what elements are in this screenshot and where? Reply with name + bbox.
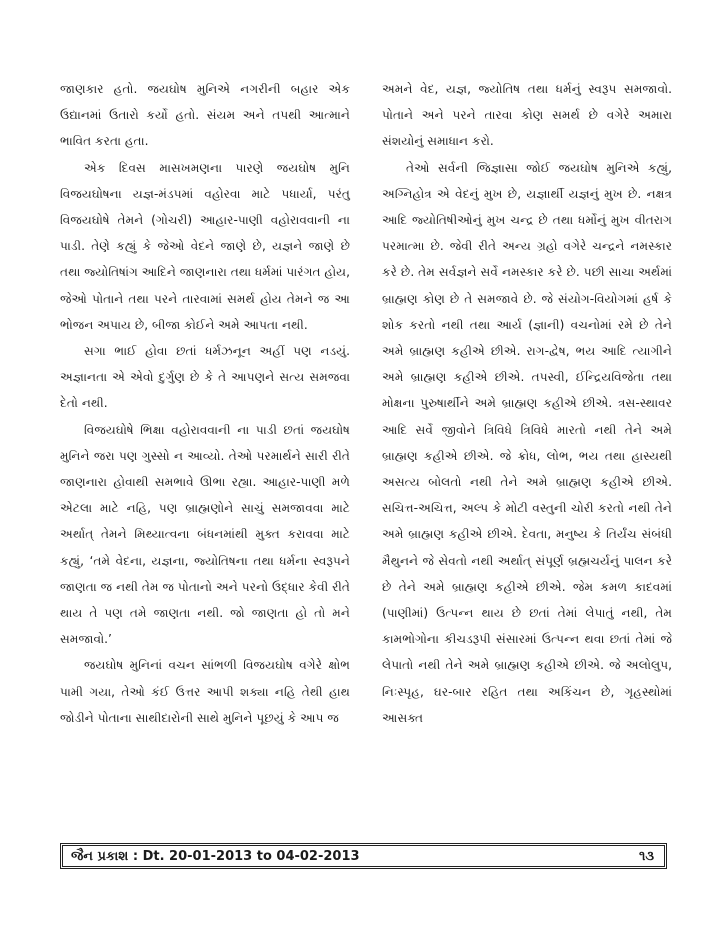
page-footer: [60, 843, 667, 869]
right-column: [382, 76, 672, 731]
paragraph: એક દિવસ માસખમણના પારણે જયઘોષ મુનિ વિજયઘોષના યજ્ઞ-મંડપમાં વહોરવા માટે પધાર્યા, પરંતુ વિજયઘોષે તેમને (ગોચરી) આહાર-પાણી વહોરાવવાની ના પાડી. તેણે કહ્યું કે જેઓ વેદને જાણે છે, યજ્ઞને જાણે છે તથા જ્યોતિષાંગ આદિને જાણનારા તથા ધર્મમાં પારંગત હોય, જેઓ પોતાને તથા પરને તારવામાં સમર્થ હોય તેમને જ આ ભોજન અપાય છે, બીજા કોઈને અમે આપતા નથી.: [60, 160, 350, 332]
paragraph: અમને વેદ, યજ્ઞ, જ્યોતિષ તથા ધર્મનું સ્વરૂપ સમજાવો. પોતાને અને પરને તારવા કોણ સમર્થ છે વગેરે અમારા સંશયોનું સમાધાન કરો.: [382, 82, 672, 149]
paragraph: સગા ભાઈ હોવા છતાં ધર્મઝનૂન અહીં પણ નડયું. અજ્ઞાનતા એ એવો દુર્ગુણ છે કે તે આપણને સત્ય સમજવા દેતો નથી.: [60, 344, 350, 411]
paragraph: જાણકાર હતો. જયઘોષ મુનિએ નગરીની બહાર એક ઉદ્યાનમાં ઉતારો કર્યો હતો. સંયમ અને તપથી આત્માને ભાવિત કરતા હતા.: [60, 82, 350, 149]
paragraph: જયઘોષ મુનિનાં વચન સાંભળી વિજયઘોષ વગેરે ક્ષોભ પામી ગયા, તેઓ કંઈ ઉત્તર આપી શક્યા નહિ તેથી હાથ જોડીને પોતાના સાથીદારોની સાથે મુનિને પૂછયું કે આપ જ: [60, 658, 350, 725]
paragraph: વિજયઘોષે ભિક્ષા વહોરાવવાની ના પાડી છતાં જયઘોષ મુનિને જરા પણ ગુસ્સો ન આવ્યો. તેઓ પરમાર્થને સારી રીતે જાણનારા હોવાથી સમભાવે ઊભા રહ્યા. આહાર-પાણી મળે એટલા માટે નહિ, પણ બ્રાહ્મણોને સાચું સમજાવવા માટે અર્થાત્ તેમને મિથ્યાત્વના બંધનમાંથી મુક્ત કરાવવા માટે કહ્યું, ‘તમે વેદના, યજ્ઞના, જ્યોતિષના તથા ધર્મના સ્વરૂપને જાણતા જ નથી તેમ જ પોતાનો અને પરનો ઉદ્ધાર કેવી રીતે થાય તે પણ તમે જાણતા નથી. જો જાણતા હો તો મને સમજાવો.’: [60, 422, 350, 647]
publication-info: જૈન પ્રકાશ : Dt. 20-01-2013 to 04-02-2013: [71, 849, 360, 864]
article-columns: [60, 76, 672, 836]
paragraph: તેઓ સર્વની જિજ્ઞાસા જોઈ જયઘોષ મુનિએ કહ્યું, અગ્નિહોત્ર એ વેદનું મુખ છે, યજ્ઞાર્થી યજ્ઞનું મુખ છે. નક્ષત્ર આદિ જ્યોતિષીઓનું મુખ ચન્દ્ર છે તથા ધર્મોનું મુખ વીતરાગ પરમાત્મા છે. જેવી રીતે અન્ય ગ્રહો વગેરે ચન્દ્રને નમસ્કાર કરે છે. તેમ સર્વજ્ઞને સર્વે નમસ્કાર કરે છે. પછી સાચા અર્થમાં બ્રાહ્મણ કોણ છે તે સમજાવે છે. જે સંયોગ-વિયોગમાં હર્ષ કે શોક કરતો નથી તથા આર્ય (જ્ઞાની) વચનોમાં રમે છે તેને અમે બ્રાહ્મણ કહીએ છીએ. રાગ-દ્વેષ, ભય આદિ ત્યાગીને અમે બ્રાહ્મણ કહીએ છીએ. તપસ્વી, ઈન્દ્રિયવિજેતા તથા મોક્ષના પુરુષાર્થીને અમે બ્રાહ્મણ કહીએ છીએ. ત્રસ-સ્થાવર આદિ સર્વે જીવોને ત્રિવિધે ત્રિવિધે મારતો નથી તેને અમે બ્રાહ્મણ કહીએ છીએ. જે ક્રોધ, લોભ, ભય તથા હાસ્યથી અસત્ય બોલતો નથી તેને અમે બ્રાહ્મણ કહીએ છીએ. સચિત્ત-અચિત્ત, અલ્પ કે મોટી વસ્તુની ચોરી કરતો નથી તેને અમે બ્રાહ્મણ કહીએ છીએ. દેવતા, મનુષ્ય કે તિર્યંચ સંબંધી મૈથુનને જે સેવતો નથી અર્થાત્ સંપૂર્ણ બ્રહ્મચર્યનું પાલન કરે છે તેને અમે બ્રાહ્મણ કહીએ છીએ. જેમ કમળ કાદવમાં (પાણીમાં) ઉત્પન્ન થાય છે છતાં તેમાં લેપાતું નથી, તેમ કામભોગોના કીચડરૂપી સંસારમાં ઉત્પન્ન થવા છતાં તેમાં જે લેપાતો નથી તેને અમે બ્રાહ્મણ કહીએ છીએ. જે અલોલુપ, નિઃસ્પૃહ, ઘર-બાર રહિત તથા અકિંચન છે, ગૃહસ્થોમાં આસક્ત: [382, 160, 672, 725]
left-column: [60, 76, 350, 731]
page-number: ૧૩: [638, 849, 654, 864]
